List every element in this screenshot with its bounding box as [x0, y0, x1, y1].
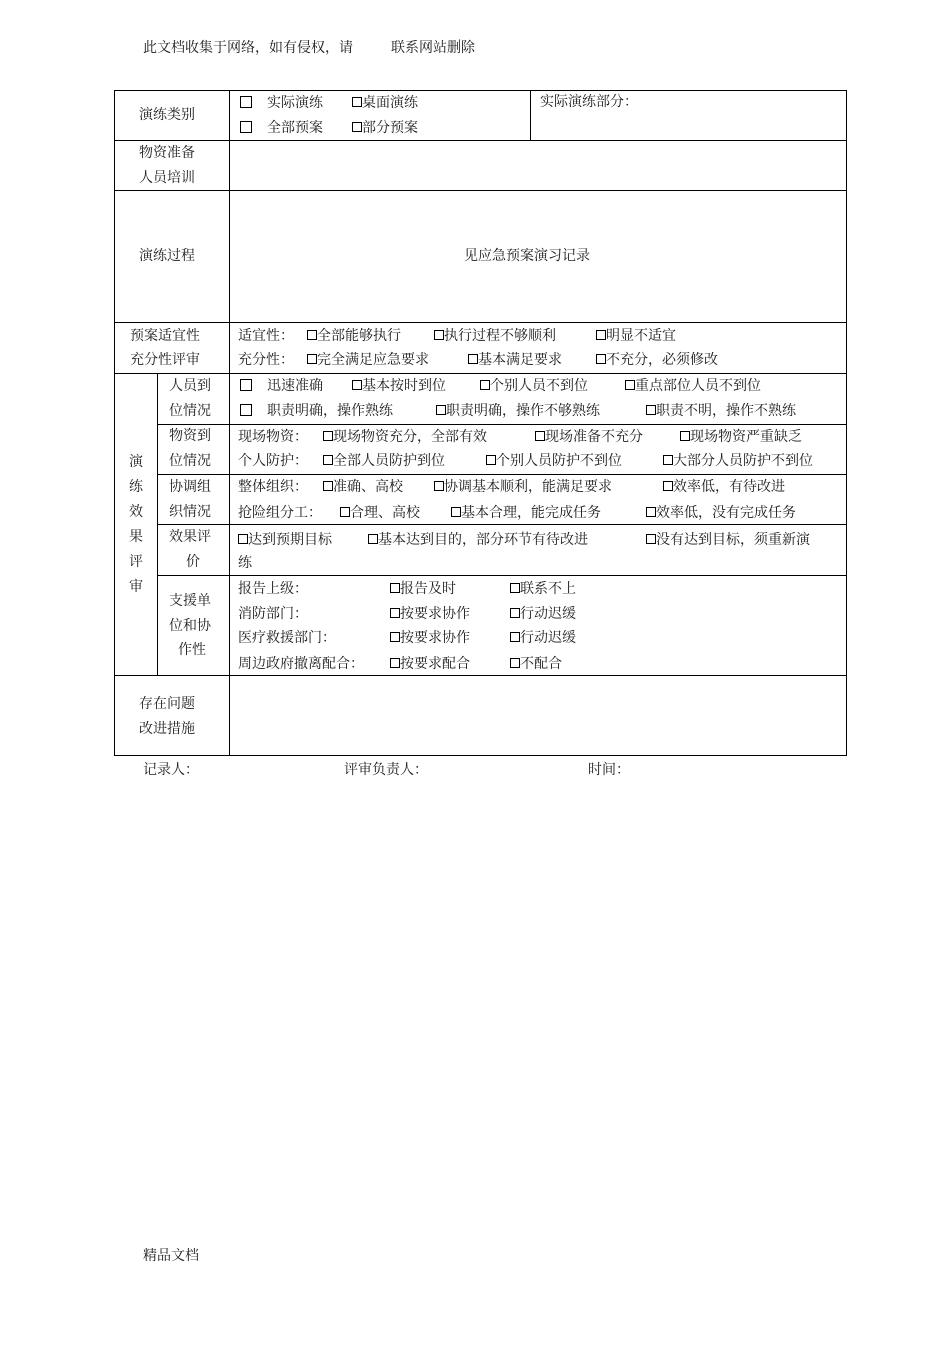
personnel-option-ontime: 基本按时到位	[362, 378, 446, 394]
subrow-divider	[157, 474, 847, 475]
issues-label-line1: 存在问题	[139, 696, 195, 712]
checkbox-onsite-lacking[interactable]	[680, 431, 690, 441]
overall-option-inefficient: 效率低，有待改进	[673, 479, 785, 495]
duty-option-clear-unskilled: 职责明确，操作不够熟练	[446, 403, 600, 419]
row-divider	[114, 190, 847, 191]
onsite-option-insufficient: 现场准备不充分	[545, 429, 643, 445]
vertical-char: 练	[129, 479, 143, 495]
process-label: 演练过程	[139, 248, 195, 264]
page-footer: 精品文档	[143, 1248, 199, 1264]
checkbox-suit-unsuitable[interactable]	[596, 330, 606, 340]
suit-option-unsuitable: 明显不适宜	[606, 328, 676, 344]
medical-option-cooperate: 按要求协作	[400, 630, 470, 646]
actual-drill-part-label: 实际演练部分：	[540, 94, 638, 110]
eval-option-failed: 没有达到目标，须重新演	[656, 532, 810, 548]
table-border-top	[114, 90, 847, 91]
checkbox-fire-slow[interactable]	[510, 608, 520, 618]
eval-option-achieved: 达到预期目标	[248, 532, 332, 548]
adeq-label: 充分性：	[238, 352, 294, 368]
medical-option-slow: 行动迟缓	[520, 630, 576, 646]
checkbox-adeq-insufficient[interactable]	[596, 354, 606, 364]
recorder-label: 记录人：	[143, 762, 199, 778]
drill-type-label: 演练类别	[139, 107, 195, 123]
option-actual-drill: 实际演练	[267, 95, 323, 111]
checkbox-personnel-key-absent[interactable]	[625, 380, 635, 390]
adeq-option-basic: 基本满足要求	[478, 352, 562, 368]
checkbox-overall-inefficient[interactable]	[663, 481, 673, 491]
rescue-option-inefficient: 效率低，没有完成任务	[656, 505, 796, 521]
suit-option-not-smooth: 执行过程不够顺利	[444, 328, 556, 344]
checkbox-personnel-some-absent[interactable]	[480, 380, 490, 390]
checkbox-tabletop-drill[interactable]	[352, 97, 362, 107]
support-label-line2: 位和协	[169, 618, 211, 634]
checkbox-rescue-basic[interactable]	[451, 507, 461, 517]
checkbox-protect-some[interactable]	[486, 455, 496, 465]
checkbox-onsite-insufficient[interactable]	[535, 431, 545, 441]
fire-option-slow: 行动迟缓	[520, 606, 576, 622]
personnel-option-fast: 迅速准确	[267, 378, 323, 394]
checkbox-rescue-inefficient[interactable]	[646, 507, 656, 517]
protect-option-all: 全部人员防护到位	[333, 453, 445, 469]
checkbox-partial-plan[interactable]	[352, 122, 362, 132]
rescue-option-basic: 基本合理，能完成任务	[461, 505, 601, 521]
suit-label: 适宜性：	[238, 328, 294, 344]
checkbox-eval-failed[interactable]	[646, 534, 656, 544]
time-label: 时间：	[588, 762, 630, 778]
eval-option-failed-cont: 练	[238, 555, 252, 571]
page-header	[143, 41, 475, 55]
checkbox-medical-slow[interactable]	[510, 632, 520, 642]
adeq-option-full: 完全满足应急要求	[317, 352, 429, 368]
row-divider	[114, 675, 847, 676]
checkbox-adeq-full[interactable]	[307, 354, 317, 364]
checkbox-overall-accurate[interactable]	[323, 481, 333, 491]
duty-option-clear-skilled: 职责明确，操作熟练	[267, 403, 393, 419]
protect-option-most: 大部分人员防护不到位	[673, 453, 813, 469]
rescue-option-reasonable: 合理、高校	[350, 505, 420, 521]
checkbox-report-unreachable[interactable]	[510, 583, 520, 593]
materials-label-line2: 位情况	[169, 453, 211, 469]
personnel-option-key-absent: 重点部位人员不到位	[635, 378, 761, 394]
vertical-char: 效	[129, 504, 143, 520]
fire-option-cooperate: 按要求协作	[400, 606, 470, 622]
option-partial-plan: 部分预案	[362, 120, 418, 136]
vertical-char: 审	[129, 579, 143, 595]
checkbox-gov-uncooperative[interactable]	[510, 658, 520, 668]
subrow-divider	[157, 575, 847, 576]
vertical-char: 演	[129, 454, 143, 470]
subrow-divider	[157, 524, 847, 525]
reviewer-label: 评审负责人：	[344, 762, 428, 778]
vertical-char: 评	[129, 554, 143, 570]
overall-option-accurate: 准确、高校	[333, 479, 403, 495]
checkbox-actual-drill[interactable]	[240, 96, 252, 108]
subrow-divider	[157, 424, 847, 425]
checkbox-duty-clear-skilled[interactable]	[240, 404, 252, 416]
report-option-unreachable: 联系不上	[520, 581, 576, 597]
column-divider	[530, 90, 531, 141]
coordination-label-line2: 织情况	[169, 504, 211, 520]
prep-label-line2: 人员培训	[139, 170, 195, 186]
checkbox-duty-clear-unskilled[interactable]	[436, 405, 446, 415]
column-divider	[229, 90, 230, 756]
protection-label: 个人防护：	[238, 453, 308, 469]
checkbox-eval-achieved[interactable]	[238, 534, 248, 544]
support-label-line3: 作性	[178, 642, 206, 658]
suitability-label-line2: 充分性评审	[130, 352, 200, 368]
table-border-bottom	[114, 755, 847, 756]
checkbox-adeq-basic[interactable]	[468, 354, 478, 364]
overall-option-smooth: 协调基本顺利，能满足要求	[444, 479, 612, 495]
option-full-plan: 全部预案	[267, 120, 323, 136]
process-content: 见应急预案演习记录	[464, 248, 590, 264]
checkbox-gov-cooperate[interactable]	[390, 658, 400, 668]
option-tabletop-drill: 桌面演练	[362, 95, 418, 111]
rescue-division-label: 抢险组分工：	[238, 505, 322, 521]
support-label-line1: 支援单	[169, 593, 211, 609]
checkbox-full-plan[interactable]	[240, 121, 252, 133]
header-text-part2: 联系网站删除	[391, 40, 475, 56]
suitability-label-line1: 预案适宜性	[130, 328, 200, 344]
protect-option-some: 个别人员防护不到位	[496, 453, 622, 469]
column-divider	[157, 373, 158, 675]
evaluation-label-line1: 效果评	[169, 529, 211, 545]
onsite-materials-label: 现场物资：	[238, 429, 308, 445]
effect-review-vertical-label	[128, 450, 144, 600]
medical-dept-label: 医疗救援部门：	[238, 630, 336, 646]
checkbox-rescue-reasonable[interactable]	[340, 507, 350, 517]
checkbox-report-timely[interactable]	[390, 583, 400, 593]
personnel-label-line2: 位情况	[169, 403, 211, 419]
row-divider	[114, 140, 847, 141]
report-option-timely: 报告及时	[400, 581, 456, 597]
materials-label-line1: 物资到	[169, 428, 211, 444]
personnel-option-some-absent: 个别人员不到位	[490, 378, 588, 394]
report-superior-label: 报告上级：	[238, 581, 308, 597]
gov-evacuation-label: 周边政府撤离配合：	[238, 656, 364, 672]
gov-option-cooperate: 按要求配合	[400, 656, 470, 672]
checkbox-duty-unclear[interactable]	[646, 405, 656, 415]
checkbox-suit-not-smooth[interactable]	[434, 330, 444, 340]
adeq-option-insufficient: 不充分，必须修改	[606, 352, 718, 368]
overall-org-label: 整体组织：	[238, 479, 308, 495]
checkbox-protect-all[interactable]	[323, 455, 333, 465]
fire-dept-label: 消防部门：	[238, 606, 308, 622]
header-text-part1: 此文档收集于网络，如有侵权，请	[143, 40, 353, 56]
checkbox-protect-most[interactable]	[663, 455, 673, 465]
checkbox-eval-basic[interactable]	[368, 534, 378, 544]
checkbox-personnel-ontime[interactable]	[352, 380, 362, 390]
onsite-option-sufficient: 现场物资充分，全部有效	[333, 429, 487, 445]
row-divider	[114, 322, 847, 323]
checkbox-overall-smooth[interactable]	[434, 481, 444, 491]
personnel-label-line1: 人员到	[169, 378, 211, 394]
eval-option-basic: 基本达到目的，部分环节有待改进	[378, 532, 588, 548]
suit-option-all: 全部能够执行	[317, 328, 401, 344]
evaluation-label-line2: 价	[186, 554, 200, 570]
row-divider	[114, 373, 847, 374]
vertical-char: 果	[129, 529, 143, 545]
prep-label-line1: 物资准备	[139, 145, 195, 161]
issues-label-line2: 改进措施	[139, 721, 195, 737]
coordination-label-line1: 协调组	[169, 479, 211, 495]
duty-option-unclear: 职责不明，操作不熟练	[656, 403, 796, 419]
checkbox-suit-all[interactable]	[307, 330, 317, 340]
checkbox-onsite-sufficient[interactable]	[323, 431, 333, 441]
checkbox-fire-cooperate[interactable]	[390, 608, 400, 618]
gov-option-uncooperative: 不配合	[520, 656, 562, 672]
checkbox-medical-cooperate[interactable]	[390, 632, 400, 642]
checkbox-personnel-fast[interactable]	[240, 379, 252, 391]
onsite-option-lacking: 现场物资严重缺乏	[690, 429, 802, 445]
